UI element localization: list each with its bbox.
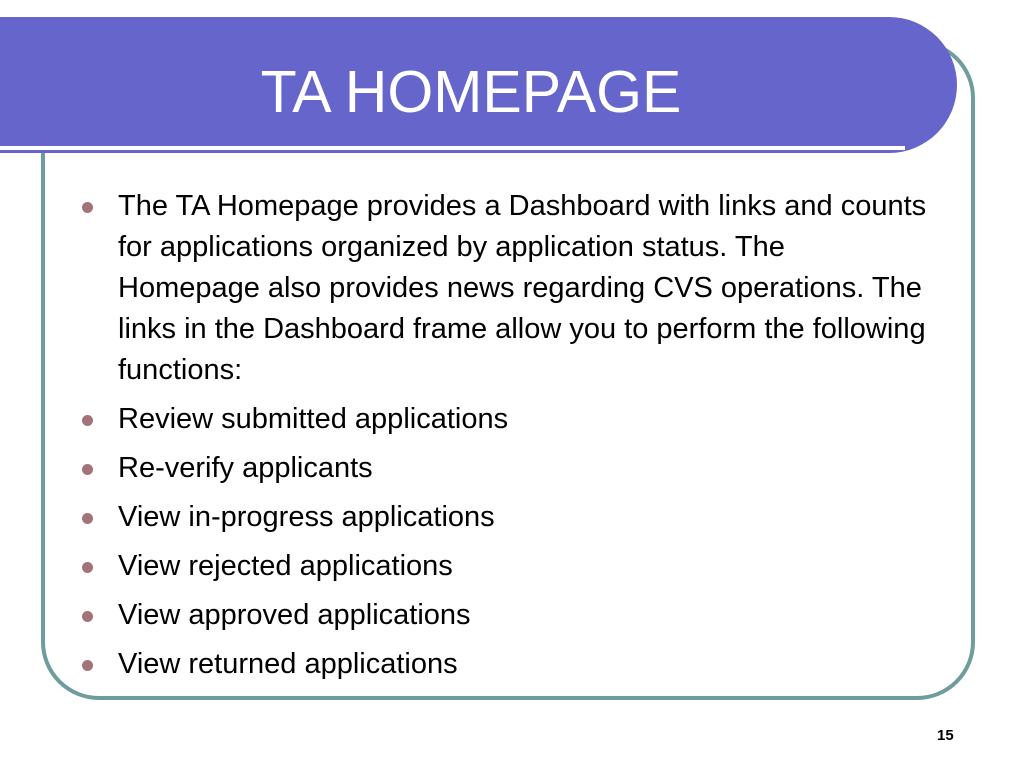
bullet-dot-icon [82, 611, 93, 622]
bullet-dot-icon [82, 562, 93, 573]
bullet-text: Review submitted applications [118, 403, 509, 435]
bullet-list [79, 186, 929, 693]
bullet-item [79, 399, 929, 440]
title-banner [0, 17, 957, 153]
bullet-item [79, 595, 929, 636]
title-underline [0, 146, 905, 150]
bullet-text: View returned applications [118, 648, 458, 680]
bullet-text: View rejected applications [118, 550, 453, 582]
bullet-dot-icon [82, 202, 93, 213]
bullet-item [79, 448, 929, 489]
bullet-item [79, 186, 929, 391]
bullet-dot-icon [82, 415, 93, 426]
bullet-text: Re-verify applicants [118, 452, 373, 484]
page-number: 15 [937, 727, 954, 744]
bullet-item [79, 546, 929, 587]
bullet-item [79, 644, 929, 685]
slide-title: TA HOMEPAGE [260, 59, 682, 125]
bullet-dot-icon [82, 513, 93, 524]
bullet-item [79, 497, 929, 538]
bullet-dot-icon [82, 660, 93, 671]
bullet-text: The TA Homepage provides a Dashboard with links and counts for applications organized by application status. The Homepage also provides news regarding CVS operations. The links in the Dashboard frame allow you to perform the following functions: [118, 190, 927, 386]
bullet-text: View in-progress applications [118, 501, 495, 533]
bullet-text: View approved applications [118, 599, 471, 631]
bullet-dot-icon [82, 464, 93, 475]
